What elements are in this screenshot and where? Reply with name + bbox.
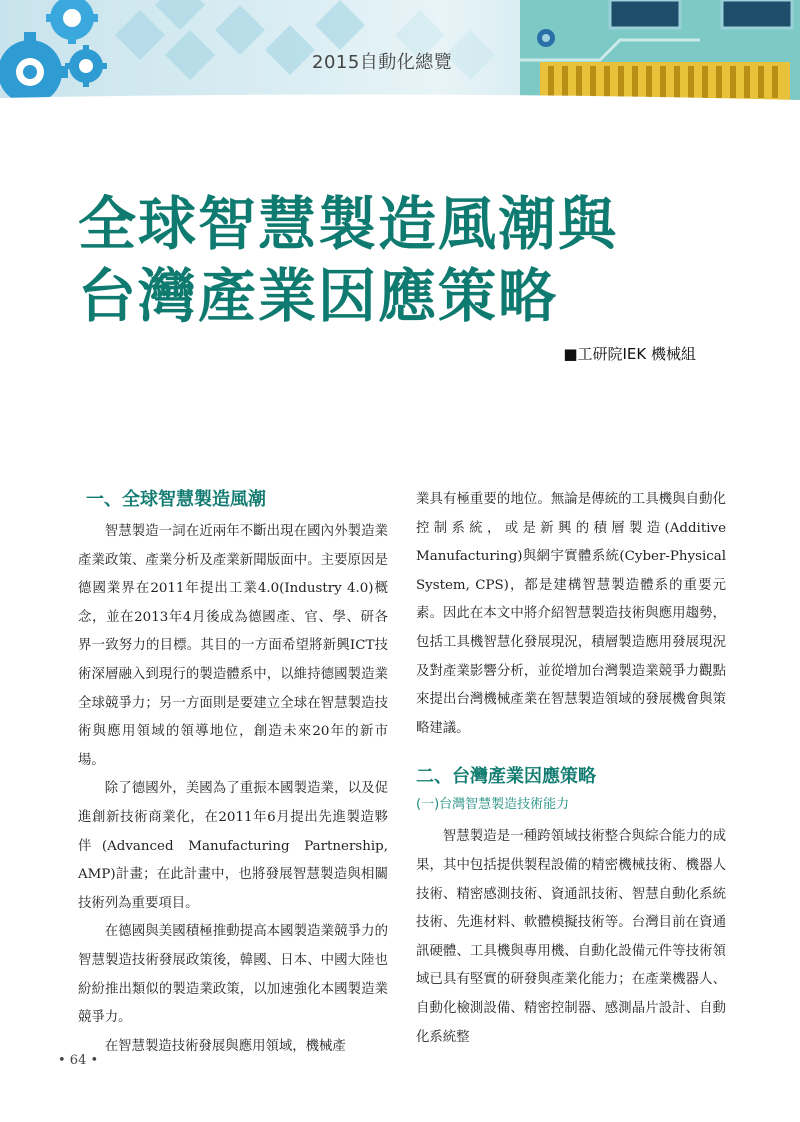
- title-line-2: 台灣產業因應策略: [78, 262, 559, 330]
- author-credit: ■工研院IEK 機械組: [563, 345, 696, 363]
- paragraph-continued: 業具有極重要的地位。無論是傳統的工具機與自動化控制系統，或是新興的積層製造(Additive Manufacturing)與網宇實體系統(Cyber-Physical System, CPS)，都是建構智慧製造體系的重要元素。因此在本文中將介紹智慧製造技術與應用趨勢，包括工具機智慧化發展現況，積層製造應用發展現況及對產業影響分析，並從增加台灣製造業競爭力觀點來提出台灣機械產業在智慧製造領域的發展機會與策略建議。: [416, 492, 726, 736]
- subsection-heading: (一)台灣智慧製造技術能力: [416, 797, 570, 813]
- column-right: [416, 486, 726, 1052]
- gear-icon: [0, 40, 62, 102]
- paragraph: 除了德國外，美國為了重振本國製造業，以及促進創新技術商業化，在2011年6月提出先進製造夥伴(Advanced Manufacturing Partnership, AMP)計畫；在此計畫中，也將發展智慧製造與相關技術列為重要項目。: [78, 781, 388, 911]
- circuit-chip-icon: [520, 0, 800, 102]
- paragraph: 智慧製造一詞在近兩年不斷出現在國內外製造業產業政策、產業分析及產業新聞版面中。主要原因是德國業界在2011年提出工業4.0(Industry 4.0)概念，並在2013年4月後成為德國產、官、學、研各界一致努力的目標。其目的一方面希望將新興ICT技術深層融入到現行的製造體系中，以維持德國製造業全球競爭力；另一方面則是要建立全球在智慧製造技術與應用領域的領導地位，創造未來20年的新市場。: [78, 524, 388, 768]
- section-heading: 一、全球智慧製造風潮: [86, 489, 266, 510]
- header-banner: [0, 0, 800, 102]
- column-left: [78, 486, 388, 1061]
- gear-icon: [65, 45, 107, 87]
- paragraph: 智慧製造是一種跨領域技術整合與綜合能力的成果，其中包括提供製程設備的精密機械技術、機器人技術、精密感測技術、資通訊技術、智慧自動化系統技術、先進材料、軟體模擬技術等。台灣目前在資通訊硬體、工具機與專用機、自動化設備元件等技術領域已具有堅實的研發與產業化能力；在產業機器人、自動化檢測設備、精密控制器、感測晶片設計、自動化系統整: [416, 829, 726, 1045]
- gear-icon: [46, 0, 98, 44]
- page-number: • 64 •: [58, 1053, 99, 1068]
- section-heading: 二、台灣產業因應策略: [416, 766, 596, 788]
- title-line-1: 全球智慧製造風潮與: [78, 190, 619, 258]
- paragraph: 在德國與美國積極推動提高本國製造業競爭力的智慧製造技術發展政策後，韓國、日本、中國大陸也紛紛推出類似的製造業政策，以加速強化本國製造業競爭力。: [78, 924, 388, 1026]
- section-label: 2015自動化總覽: [312, 52, 453, 73]
- paragraph: 在智慧製造技術發展與應用領域，機械產: [104, 1038, 346, 1054]
- article-title: [78, 188, 618, 332]
